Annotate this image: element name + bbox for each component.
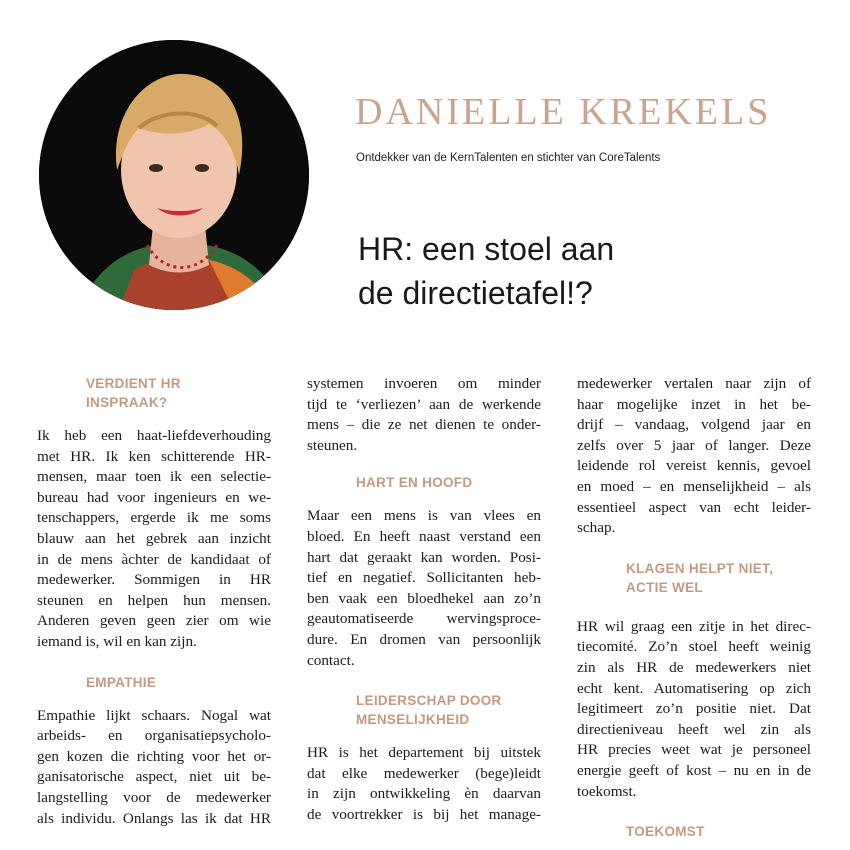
heading-line: KLAGEN HELPT NIET, (626, 560, 774, 576)
text-line: langstelling voor de medewerker (37, 788, 271, 806)
text-line: essentieel aspect van echt leider- (577, 498, 811, 516)
author-name: DANIELLE KREKELS (355, 91, 772, 133)
text-line: als individu. Onlangs las ik dat HR (37, 809, 271, 827)
section-heading (577, 559, 811, 597)
article-column-1 (37, 374, 271, 829)
body-paragraph (577, 617, 811, 802)
heading-line: INSPRAAK? (86, 395, 168, 410)
body-paragraph (307, 506, 541, 671)
text-line: haar mogelijke inzet in het be- (577, 395, 811, 413)
text-line: medewerker. Sommigen in HR (37, 571, 271, 589)
text-line: HR precies weet wat je personeel (577, 741, 811, 759)
portrait-illustration (39, 40, 309, 310)
text-line: medewerker vertalen naar zijn of (577, 375, 811, 392)
body-paragraph (307, 743, 541, 825)
text-line: energie geeft of kost – nu en in de (577, 761, 811, 779)
text-line: Empathie lijkt schaars. Nogal wat (37, 706, 271, 724)
text-line: zelfs over 5 jaar of langer. Deze (577, 436, 811, 454)
text-line: bureau had voor ingenieurs en we- (37, 488, 271, 506)
heading-line: HART EN HOOFD (356, 475, 473, 491)
article-title (358, 227, 614, 315)
text-line: HR wil graag een zitje in het direc- (577, 617, 811, 635)
text-line: steunen en helpen hun mensen. (37, 591, 271, 609)
text-line: gen kozen die richting voor het or- (37, 747, 271, 765)
text-line: contact. (307, 651, 355, 669)
text-line: ganisatorische aspect, niet uit be- (37, 768, 271, 786)
text-line: bloed. En heeft naast verstand een (307, 527, 541, 545)
text-line: dat elke medewerker (bege)leidt (307, 764, 541, 782)
text-line: Anderen geven geen zier om wie (37, 612, 271, 630)
text-line: arbeids- en organisatiepsycholo- (37, 727, 271, 745)
text-line: geautomatiseerde wervingsproce- (307, 610, 541, 628)
author-portrait (39, 40, 309, 310)
text-line: hart dat geraakt kan worden. Posi- (307, 548, 541, 566)
article-title-line: de directietafel!? (358, 275, 593, 311)
heading-line: MENSELIJKHEID (356, 712, 470, 728)
section-heading (577, 822, 811, 841)
text-line: tijd te ‘verliezen’ aan de werkende (307, 395, 541, 413)
body-paragraph (577, 374, 811, 539)
text-line: met HR. Ik ken schitterende HR- (37, 447, 271, 465)
body-paragraph (37, 706, 271, 830)
text-line: in zijn ontwikkeling èn daarvan (307, 785, 541, 803)
section-heading (37, 374, 271, 412)
text-line: directieniveau heeft wel zin als (577, 720, 811, 738)
text-line: en moed – en menselijkheid – als (577, 477, 811, 495)
text-line: schap. (577, 519, 616, 537)
text-line: HR is het departement bij uitstek (307, 744, 541, 762)
body-paragraph (307, 374, 541, 456)
text-line: legitimeert zo’n positie niet. Dat (577, 700, 811, 718)
text-line: mensen, maar toen ik een selectie- (37, 468, 271, 486)
article-column-3 (577, 374, 811, 841)
heading-line: TOEKOMST (626, 824, 705, 840)
text-line: tenschappers, ergerde ik me soms (37, 509, 271, 527)
text-line: mens – die ze net dienen te onder- (307, 416, 541, 434)
text-line: steunen. (307, 436, 358, 454)
heading-line: VERDIENT HR (86, 376, 181, 391)
heading-line: ACTIE WEL (626, 579, 703, 595)
text-line: echt kent. Automatisering op zich (577, 679, 811, 697)
text-line: tiecomité. Zo’n stoel heeft weinig (577, 638, 811, 656)
text-line: Ik heb een haat-liefdeverhouding (37, 427, 271, 444)
author-subtitle: Ontdekker van de KernTalenten en stichter van CoreTalents (356, 152, 661, 164)
heading-line: LEIDERSCHAP DOOR (356, 693, 502, 709)
text-line: in de mens àchter de kandidaat of (37, 550, 271, 568)
article-title-line: HR: een stoel aan (358, 231, 615, 267)
body-paragraph (37, 426, 271, 653)
text-line: de voortrekker is bij het manage- (307, 805, 541, 823)
text-line: leidende rol vereist kennis, gevoel (577, 457, 811, 475)
text-line: iemand is, wil en kan zijn. (37, 632, 197, 650)
text-line: zin als HR de medewerkers niet (577, 658, 811, 676)
text-line: blauw aan het gebrek aan inzicht (37, 529, 271, 547)
section-heading (307, 691, 541, 729)
text-line: toekomst. (577, 782, 637, 800)
article-column-2 (307, 374, 541, 826)
text-line: tief en negatief. Sollicitanten heb- (307, 569, 541, 587)
text-line: ben vaak een bloedhekel aan zo’n (307, 589, 541, 607)
section-heading (37, 673, 271, 692)
text-line: dure. En dromen van persoonlijk (307, 630, 541, 648)
text-line: Maar een mens is van vlees en (307, 507, 541, 525)
heading-line: EMPATHIE (86, 674, 157, 690)
section-heading (307, 473, 541, 492)
text-line: drijf – vandaag, volgend jaar en (577, 416, 811, 434)
text-line: systemen invoeren om minder (307, 375, 541, 392)
